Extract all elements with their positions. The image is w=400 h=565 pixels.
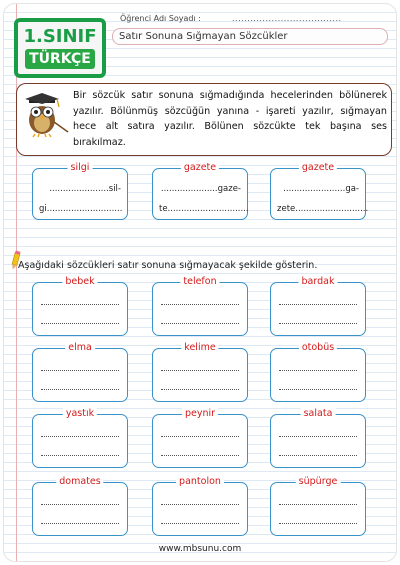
task-word: bardak — [299, 276, 338, 288]
worksheet-page — [3, 3, 397, 562]
info-box — [16, 83, 392, 156]
example-line-2: gi............................ — [39, 204, 123, 214]
answer-line[interactable] — [161, 523, 239, 524]
task-card[interactable] — [270, 408, 366, 468]
answer-line[interactable] — [279, 323, 357, 324]
task-card[interactable] — [152, 476, 248, 536]
subject-label: TÜRKÇE — [25, 49, 95, 69]
task-card[interactable] — [152, 342, 248, 402]
example-word: silgi — [68, 162, 93, 174]
example-word: gazete — [299, 162, 337, 174]
task-card[interactable] — [32, 476, 128, 536]
answer-line[interactable] — [161, 304, 239, 305]
task-card[interactable] — [32, 276, 128, 336]
owl-teacher-icon — [21, 90, 71, 138]
task-card[interactable] — [270, 342, 366, 402]
answer-line[interactable] — [41, 323, 119, 324]
answer-line[interactable] — [279, 523, 357, 524]
task-word: peynir — [182, 408, 218, 420]
example-card-3 — [270, 162, 369, 220]
task-word: kelime — [181, 342, 218, 354]
task-card[interactable] — [32, 408, 128, 468]
answer-line[interactable] — [279, 436, 357, 437]
task-card[interactable] — [32, 342, 128, 402]
info-text: Bir sözcük satır sonuna sığmadığında hecelerinden bölünerek yazılır. Bölünmüş sözcüğün yanına - işareti yazılır, sığmayan hece alt satıra yazılır. Bölünen sözcükte tek başına ses bırakılmaz. — [73, 90, 387, 148]
task-word: domates — [56, 476, 103, 488]
example-word: gazete — [181, 162, 219, 174]
task-word: telefon — [180, 276, 219, 288]
grade-label: 1.SINIF — [23, 26, 97, 47]
answer-line[interactable] — [279, 370, 357, 371]
answer-line[interactable] — [161, 455, 239, 456]
answer-line[interactable] — [41, 370, 119, 371]
answer-line[interactable] — [41, 304, 119, 305]
answer-line[interactable] — [161, 436, 239, 437]
answer-line[interactable] — [41, 389, 119, 390]
task-word: elma — [65, 342, 95, 354]
student-name-label: Öğrenci Adı Soyadı : — [120, 14, 201, 23]
grade-badge — [14, 18, 106, 78]
answer-line[interactable] — [279, 389, 357, 390]
footer-url: www.mbsunu.com — [158, 544, 242, 554]
task-word: yastık — [63, 408, 97, 420]
answer-line[interactable] — [161, 323, 239, 324]
task-instruction: Aşağıdaki sözcükleri satır sonuna sığmayacak şekilde gösterin. — [18, 260, 318, 271]
answer-line[interactable] — [41, 504, 119, 505]
answer-line[interactable] — [41, 436, 119, 437]
student-name-field[interactable]: .................................... — [232, 14, 342, 23]
answer-line[interactable] — [279, 304, 357, 305]
worksheet-title: Satır Sonuna Sığmayan Sözcükler — [112, 28, 388, 45]
answer-line[interactable] — [41, 455, 119, 456]
task-word: salata — [301, 408, 336, 420]
example-line-1: ......................sil- — [49, 184, 121, 194]
task-word: otobüs — [299, 342, 337, 354]
answer-line[interactable] — [279, 455, 357, 456]
example-line-1: .....................gaze- — [160, 184, 241, 194]
task-card[interactable] — [270, 276, 366, 336]
answer-line[interactable] — [41, 523, 119, 524]
example-card-2 — [152, 162, 249, 220]
task-word: bebek — [62, 276, 97, 288]
answer-line[interactable] — [161, 389, 239, 390]
task-card[interactable] — [152, 276, 248, 336]
task-card[interactable] — [152, 408, 248, 468]
example-line-2: zete........................... — [277, 204, 369, 214]
task-card[interactable] — [270, 476, 366, 536]
task-word: pantolon — [176, 476, 224, 488]
example-line-1: .......................ga- — [283, 184, 359, 194]
answer-line[interactable] — [161, 370, 239, 371]
answer-line[interactable] — [279, 504, 357, 505]
example-line-2: te.............................. — [159, 204, 249, 214]
task-word: süpürge — [296, 476, 341, 488]
example-card-1 — [32, 162, 128, 220]
answer-line[interactable] — [161, 504, 239, 505]
